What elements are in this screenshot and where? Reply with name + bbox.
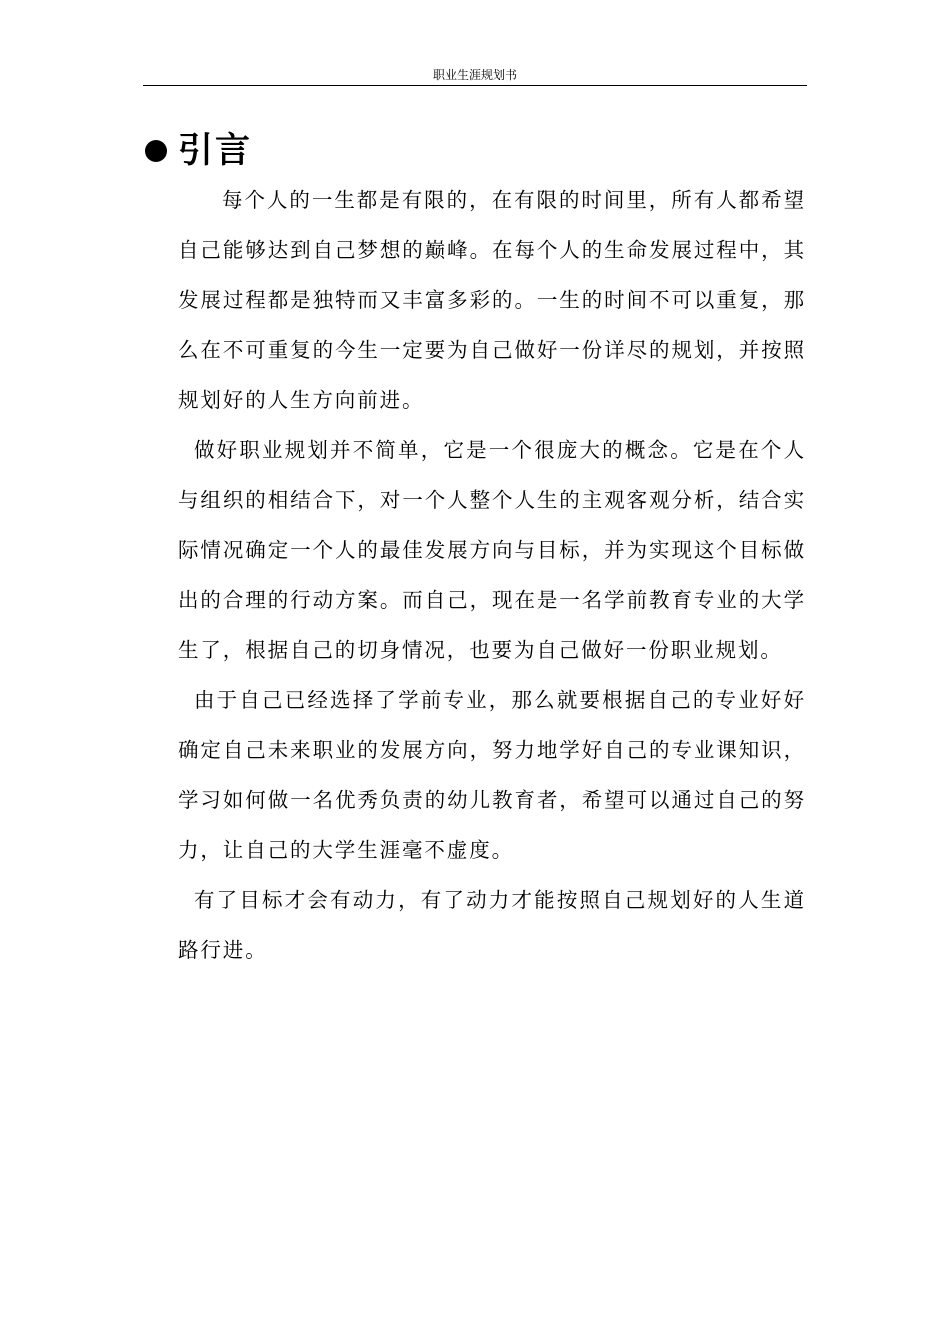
- paragraph-4: 有了目标才会有动力，有了动力才能按照自己规划好的人生道路行进。: [178, 888, 806, 962]
- paragraph-1: 每个人的一生都是有限的，在有限的时间里，所有人都希望自己能够达到自己梦想的巅峰。在每个人的生命发展过程中，其发展过程都是独特而又丰富多彩的。一生的时间不可以重复，那么在不可重复的今生一定要为自己做好一份详尽的规划，并按照规划好的人生方向前进。: [178, 188, 806, 412]
- paragraph-3: 由于自己已经选择了学前专业，那么就要根据自己的专业好好确定自己未来职业的发展方向，努力地学好自己的专业课知识，学习如何做一名优秀负责的幼儿教育者，希望可以通过自己的努力，让自己的大学生涯毫不虚度。: [178, 688, 806, 862]
- header-divider: [143, 85, 807, 86]
- section-title: 引言: [178, 131, 253, 171]
- paragraph-2: 做好职业规划并不简单，它是一个很庞大的概念。它是在个人与组织的相结合下，对一个人整个人生的主观客观分析，结合实际情况确定一个人的最佳发展方向与目标，并为实现这个目标做出的合理的行动方案。而自己，现在是一名学前教育专业的大学生了，根据自己的切身情况，也要为自己做好一份职业规划。: [178, 438, 806, 662]
- section-heading: [145, 128, 252, 174]
- bullet-icon: [145, 140, 167, 162]
- document-body: [178, 175, 806, 975]
- running-header: 职业生涯规划书: [432, 68, 517, 82]
